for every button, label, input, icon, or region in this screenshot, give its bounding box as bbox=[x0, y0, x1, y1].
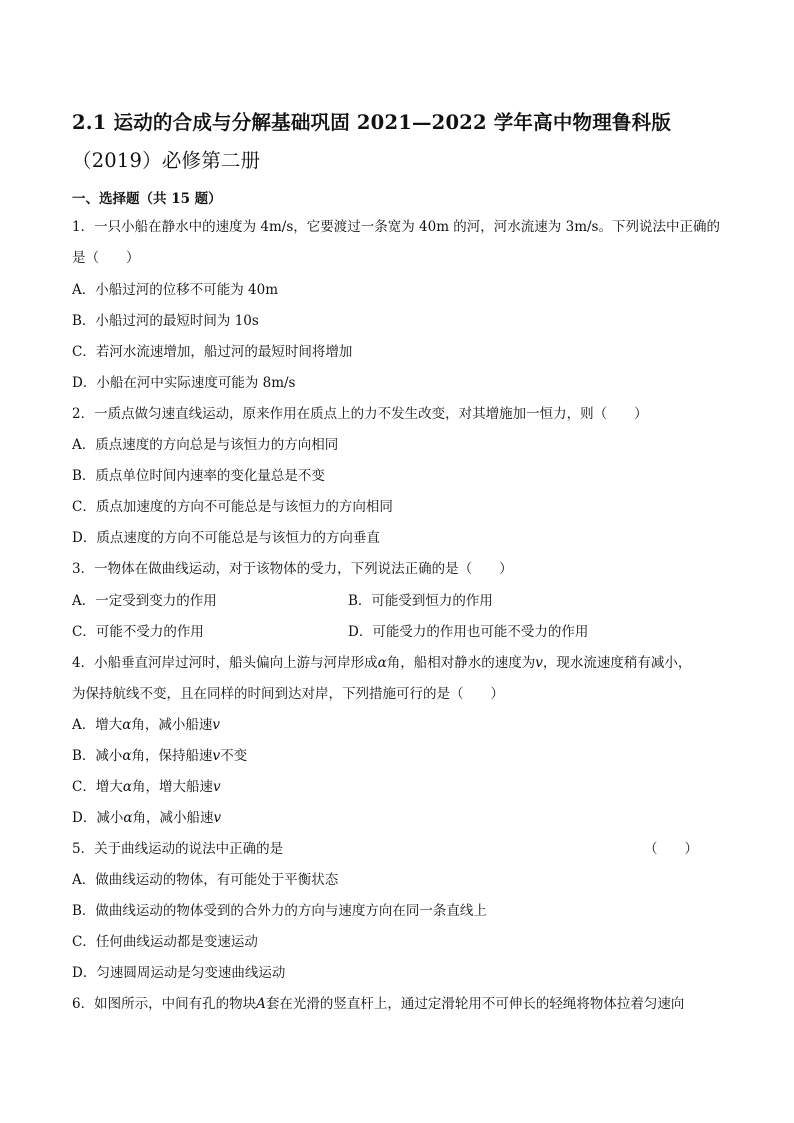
q6-stem-line-1: 6．如图所示，中间有孔的物块A套在光滑的竖直杆上，通过定滑轮用不可伸长的轻绳将物体拉着匀速向 bbox=[72, 996, 685, 1012]
q2-stem: 2．一质点做匀速直线运动，原来作用在质点上的力不发生改变，对其增施加一恒力，则（ ） bbox=[72, 406, 648, 422]
q4-option-c: C．增大α角，增大船速v bbox=[72, 779, 221, 795]
v-symbol: v bbox=[535, 655, 543, 671]
q1-option-a: A．小船过河的位移不可能为 40m bbox=[72, 282, 279, 298]
q2-option-c: C．质点加速度的方向不可能总是与该恒力的方向相同 bbox=[72, 499, 393, 515]
q2-option-d: D．质点速度的方向不可能总是与该恒力的方向垂直 bbox=[72, 530, 380, 546]
q5-answer-paren: （ ） bbox=[644, 841, 698, 857]
q4-option-a: A．增大α角，减小船速v bbox=[72, 717, 221, 733]
title-line-1: 2.1 运动的合成与分解基础巩固 2021—2022 学年高中物理鲁科版 bbox=[72, 111, 672, 134]
q3-option-a: A．一定受到变力的作用 bbox=[72, 593, 217, 609]
q5-option-d: D．匀速圆周运动是匀变速曲线运动 bbox=[72, 965, 286, 981]
document-title bbox=[72, 104, 732, 180]
q1-option-b: B．小船过河的最短时间为 10s bbox=[72, 313, 259, 329]
q4-option-d: D．减小α角，减小船速v bbox=[72, 810, 222, 826]
q1-option-c: C．若河水流速增加，船过河的最短时间将增加 bbox=[72, 344, 353, 360]
q2-option-a: A．质点速度的方向总是与该恒力的方向相同 bbox=[72, 437, 339, 453]
block-a-symbol: A bbox=[256, 996, 266, 1012]
q4-option-b: B．减小α角，保持船速v不变 bbox=[72, 748, 248, 764]
q4-stem-line-2: 为保持航线不变，且在同样的时间到达对岸，下列措施可行的是（ ） bbox=[72, 686, 504, 702]
q1-stem-line-2: 是（ ） bbox=[72, 250, 140, 266]
q1-stem-line-1: 1．一只小船在静水中的速度为 4m/s，它要渡过一条宽为 40m 的河，河水流速为 3m/s。下列说法中正确的 bbox=[72, 219, 720, 235]
q3-option-c: C．可能不受力的作用 bbox=[72, 624, 204, 640]
q5-option-c: C．任何曲线运动都是变速运动 bbox=[72, 934, 258, 950]
q3-stem: 3．一物体在做曲线运动，对于该物体的受力，下列说法正确的是（ ） bbox=[72, 561, 513, 577]
q3-option-b: B．可能受到恒力的作用 bbox=[348, 593, 493, 609]
alpha-symbol: α bbox=[377, 655, 387, 671]
title-line-2: （2019）必修第二册 bbox=[72, 149, 261, 172]
q5-option-b: B．做曲线运动的物体受到的合外力的方向与速度方向在同一条直线上 bbox=[72, 903, 487, 919]
q2-option-b: B．质点单位时间内速率的变化量总是不变 bbox=[72, 468, 325, 484]
section-heading: 一、选择题（共 15 题） bbox=[72, 191, 222, 207]
q4-stem-line-1: 4．小船垂直河岸过河时，船头偏向上游与河岸形成α角，船相对静水的速度为v，现水流速度稍有减小， bbox=[72, 655, 692, 671]
q5-stem: 5．关于曲线运动的说法中正确的是 bbox=[72, 841, 284, 857]
q1-option-d: D．小船在河中实际速度可能为 8m/s bbox=[72, 375, 296, 391]
q3-option-d: D．可能受力的作用也可能不受力的作用 bbox=[348, 624, 589, 640]
q5-option-a: A．做曲线运动的物体，有可能处于平衡状态 bbox=[72, 872, 339, 888]
